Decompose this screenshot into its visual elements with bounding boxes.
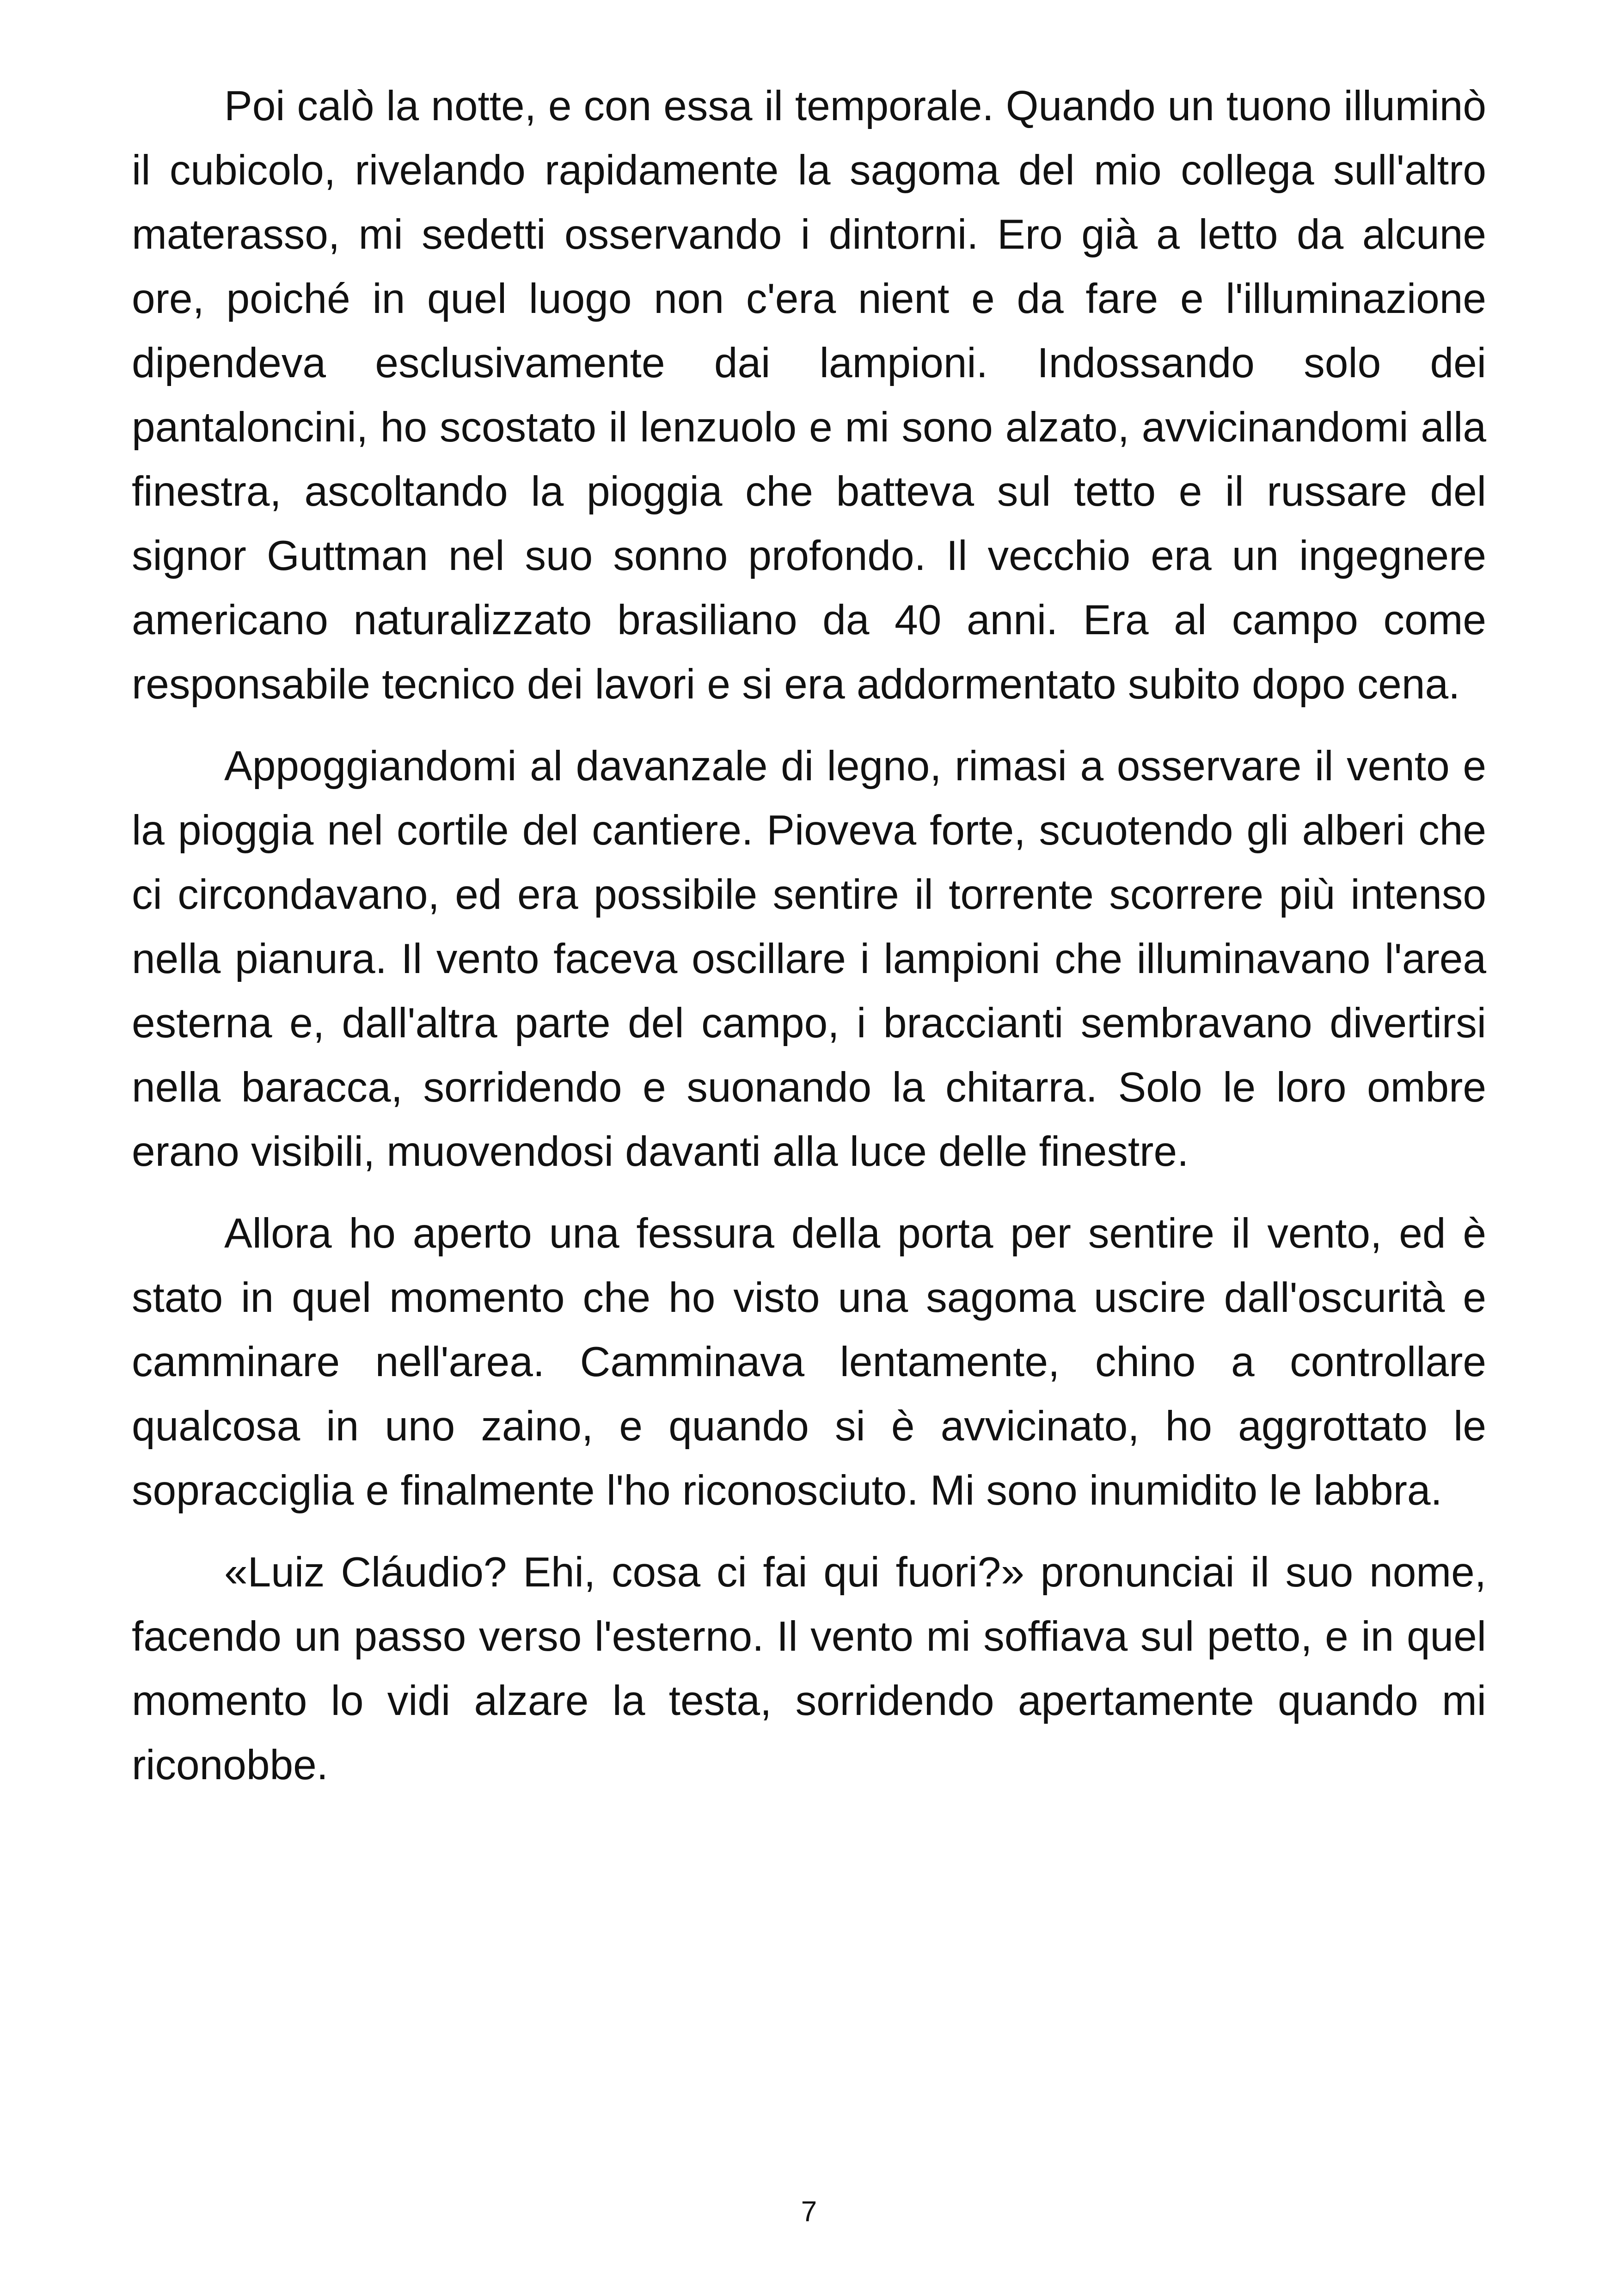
page-number: 7 (801, 2196, 817, 2228)
paragraph-4: «Luiz Cláudio? Ehi, cosa ci fai qui fuori?» pronunciai il suo nome, facendo un passo verso l'esterno. Il vento mi soffiava sul petto, e in quel momento lo vidi alzare la testa, sorridendo apertamente quando mi riconobbe. (132, 1549, 1486, 1788)
paragraph-1: Poi calò la notte, e con essa il temporale. Quando un tuono illuminò il cubicolo, rivelando rapidamente la sagoma del mio collega sull'altro materasso, mi sedetti osservando i dintorni. Ero già a letto da alcune ore, poiché in quel luogo non c'era nient e da fare e l'illuminazione dipendeva esclusivamente dai lampioni. Indossando solo dei pantaloncini, ho scostato il lenzuolo e mi sono alzato, avvicinandomi alla finestra, ascoltando la pioggia che batteva sul tetto e il russare del signor Guttman nel suo sonno profondo. Il vecchio era un ingegnere americano naturalizzato brasiliano da 40 anni. Era al campo come responsabile tecnico dei lavori e si era addormentato subito dopo cena. (132, 83, 1486, 708)
paragraph-2: Appoggiandomi al davanzale di legno, rimasi a osservare il vento e la pioggia nel cortile del cantiere. Pioveva forte, scuotendo gli alberi che ci circondavano, ed era possibile sentire il torrente scorrere più intenso nella pianura. Il vento faceva oscillare i lampioni che illuminavano l'area esterna e, dall'altra parte del campo, i braccianti sembravano divertirsi nella baracca, sorridendo e suonando la chitarra. Solo le loro ombre erano visibili, muovendosi davanti alla luce delle finestre. (132, 743, 1486, 1175)
paragraph-3: Allora ho aperto una fessura della porta per sentire il vento, ed è stato in quel momento che ho visto una sagoma uscire dall'oscurità e camminare nell'area. Camminava lentamente, chino a controllare qualcosa in uno zaino, e quando si è avvicinato, ho aggrottato le sopracciglia e finalmente l'ho riconosciuto. Mi sono inumidito le labbra. (132, 1210, 1486, 1514)
body-text (132, 74, 1486, 1815)
